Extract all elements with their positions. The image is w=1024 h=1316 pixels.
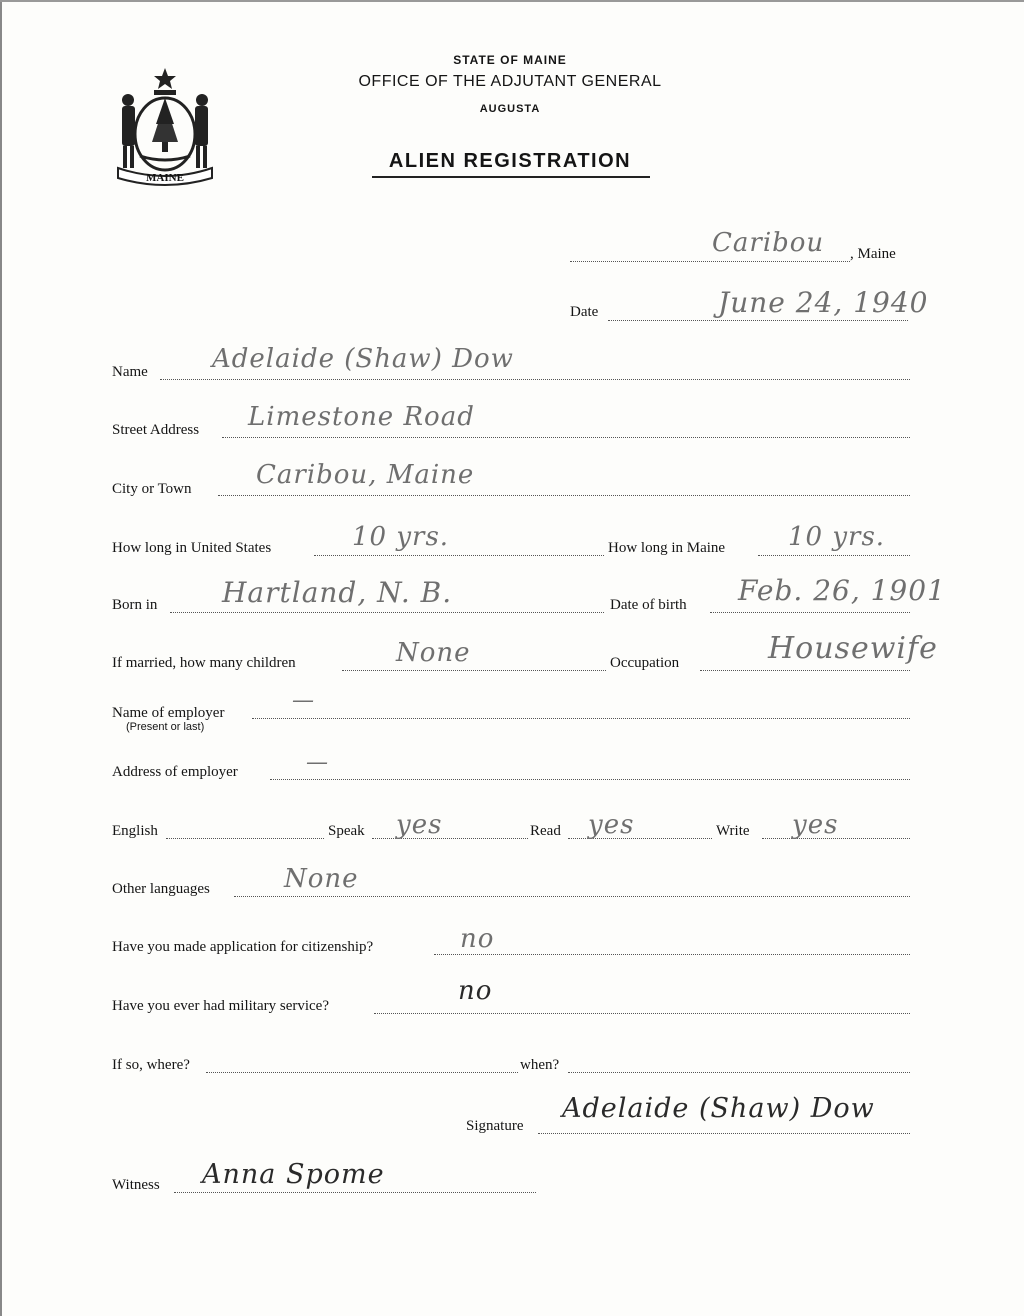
english-line — [166, 838, 324, 839]
title-underline — [372, 176, 650, 178]
office-heading: OFFICE OF THE ADJUTANT GENERAL — [358, 73, 662, 90]
dob-value: Feb. 26, 1901 — [738, 574, 946, 607]
name-label: Name — [112, 364, 148, 380]
children-value: None — [396, 638, 471, 668]
occupation-label: Occupation — [610, 655, 680, 671]
citizenship-value: no — [460, 924, 495, 954]
read-label: Read — [530, 823, 561, 839]
how-long-maine-line — [758, 555, 910, 556]
occupation-line — [700, 670, 910, 671]
where-line — [206, 1072, 518, 1073]
born-in-value: Hartland, N. B. — [222, 576, 453, 609]
read-value: yes — [588, 810, 635, 840]
dob-label: Date of birth — [610, 597, 687, 613]
employer-address-line — [270, 779, 910, 780]
employer-address-value: — — [306, 750, 329, 775]
other-languages-line — [234, 896, 910, 897]
employer-label: Name of employer — [112, 705, 225, 721]
when-line — [568, 1072, 910, 1073]
place-suffix: , Maine — [850, 246, 896, 262]
how-long-maine-value: 10 yrs. — [788, 522, 886, 552]
witness-label: Witness — [112, 1177, 160, 1193]
city-line — [218, 495, 910, 496]
witness-line — [174, 1192, 536, 1193]
street-value: Limestone Road — [248, 402, 475, 432]
how-long-us-label: How long in United States — [112, 540, 272, 556]
military-line — [374, 1013, 910, 1014]
write-value: yes — [792, 810, 839, 840]
dob-line — [710, 612, 910, 613]
citizenship-line — [434, 954, 910, 955]
signature-label: Signature — [466, 1118, 524, 1134]
date-line — [608, 320, 908, 321]
born-in-line — [170, 612, 604, 613]
military-label: Have you ever had military service? — [112, 998, 329, 1014]
place-line — [570, 261, 850, 262]
citizenship-label: Have you made application for citizenship? — [112, 939, 374, 955]
employer-value: — — [292, 688, 315, 713]
place-value: Caribou — [712, 228, 825, 258]
how-long-us-line — [314, 555, 604, 556]
how-long-us-value: 10 yrs. — [352, 522, 450, 552]
military-value: no — [458, 976, 493, 1006]
other-languages-label: Other languages — [112, 881, 210, 897]
signature-line — [538, 1133, 910, 1134]
employer-sublabel: (Present or last) — [126, 721, 205, 733]
name-line — [160, 379, 910, 380]
employer-line — [252, 718, 910, 719]
city-heading: AUGUSTA — [479, 103, 541, 115]
english-label: English — [112, 823, 158, 839]
street-line — [222, 437, 910, 438]
children-line — [342, 670, 606, 671]
speak-label: Speak — [328, 823, 365, 839]
street-label: Street Address — [112, 422, 200, 438]
write-label: Write — [716, 823, 750, 839]
state-heading: STATE OF MAINE — [453, 53, 567, 67]
svg-text:MAINE: MAINE — [146, 172, 184, 184]
how-long-maine-label: How long in Maine — [608, 540, 726, 556]
born-in-label: Born in — [112, 597, 158, 613]
city-label: City or Town — [112, 481, 192, 497]
witness-value: Anna Spome — [202, 1159, 385, 1190]
form-title: ALIEN REGISTRATION — [388, 150, 632, 172]
where-label: If so, where? — [112, 1057, 190, 1073]
state-seal-icon — [112, 64, 218, 188]
speak-value: yes — [396, 810, 443, 840]
name-value: Adelaide (Shaw) Dow — [212, 344, 514, 374]
other-languages-value: None — [284, 864, 359, 894]
occupation-value: Housewife — [768, 631, 938, 666]
page-edge — [0, 0, 1024, 2]
children-label: If married, how many children — [112, 655, 296, 671]
employer-address-label: Address of employer — [112, 764, 238, 780]
signature-value: Adelaide (Shaw) Dow — [562, 1093, 875, 1124]
when-label: when? — [520, 1057, 560, 1073]
date-value: June 24, 1940 — [718, 286, 929, 319]
date-label: Date — [570, 304, 599, 320]
city-value: Caribou, Maine — [256, 460, 475, 490]
